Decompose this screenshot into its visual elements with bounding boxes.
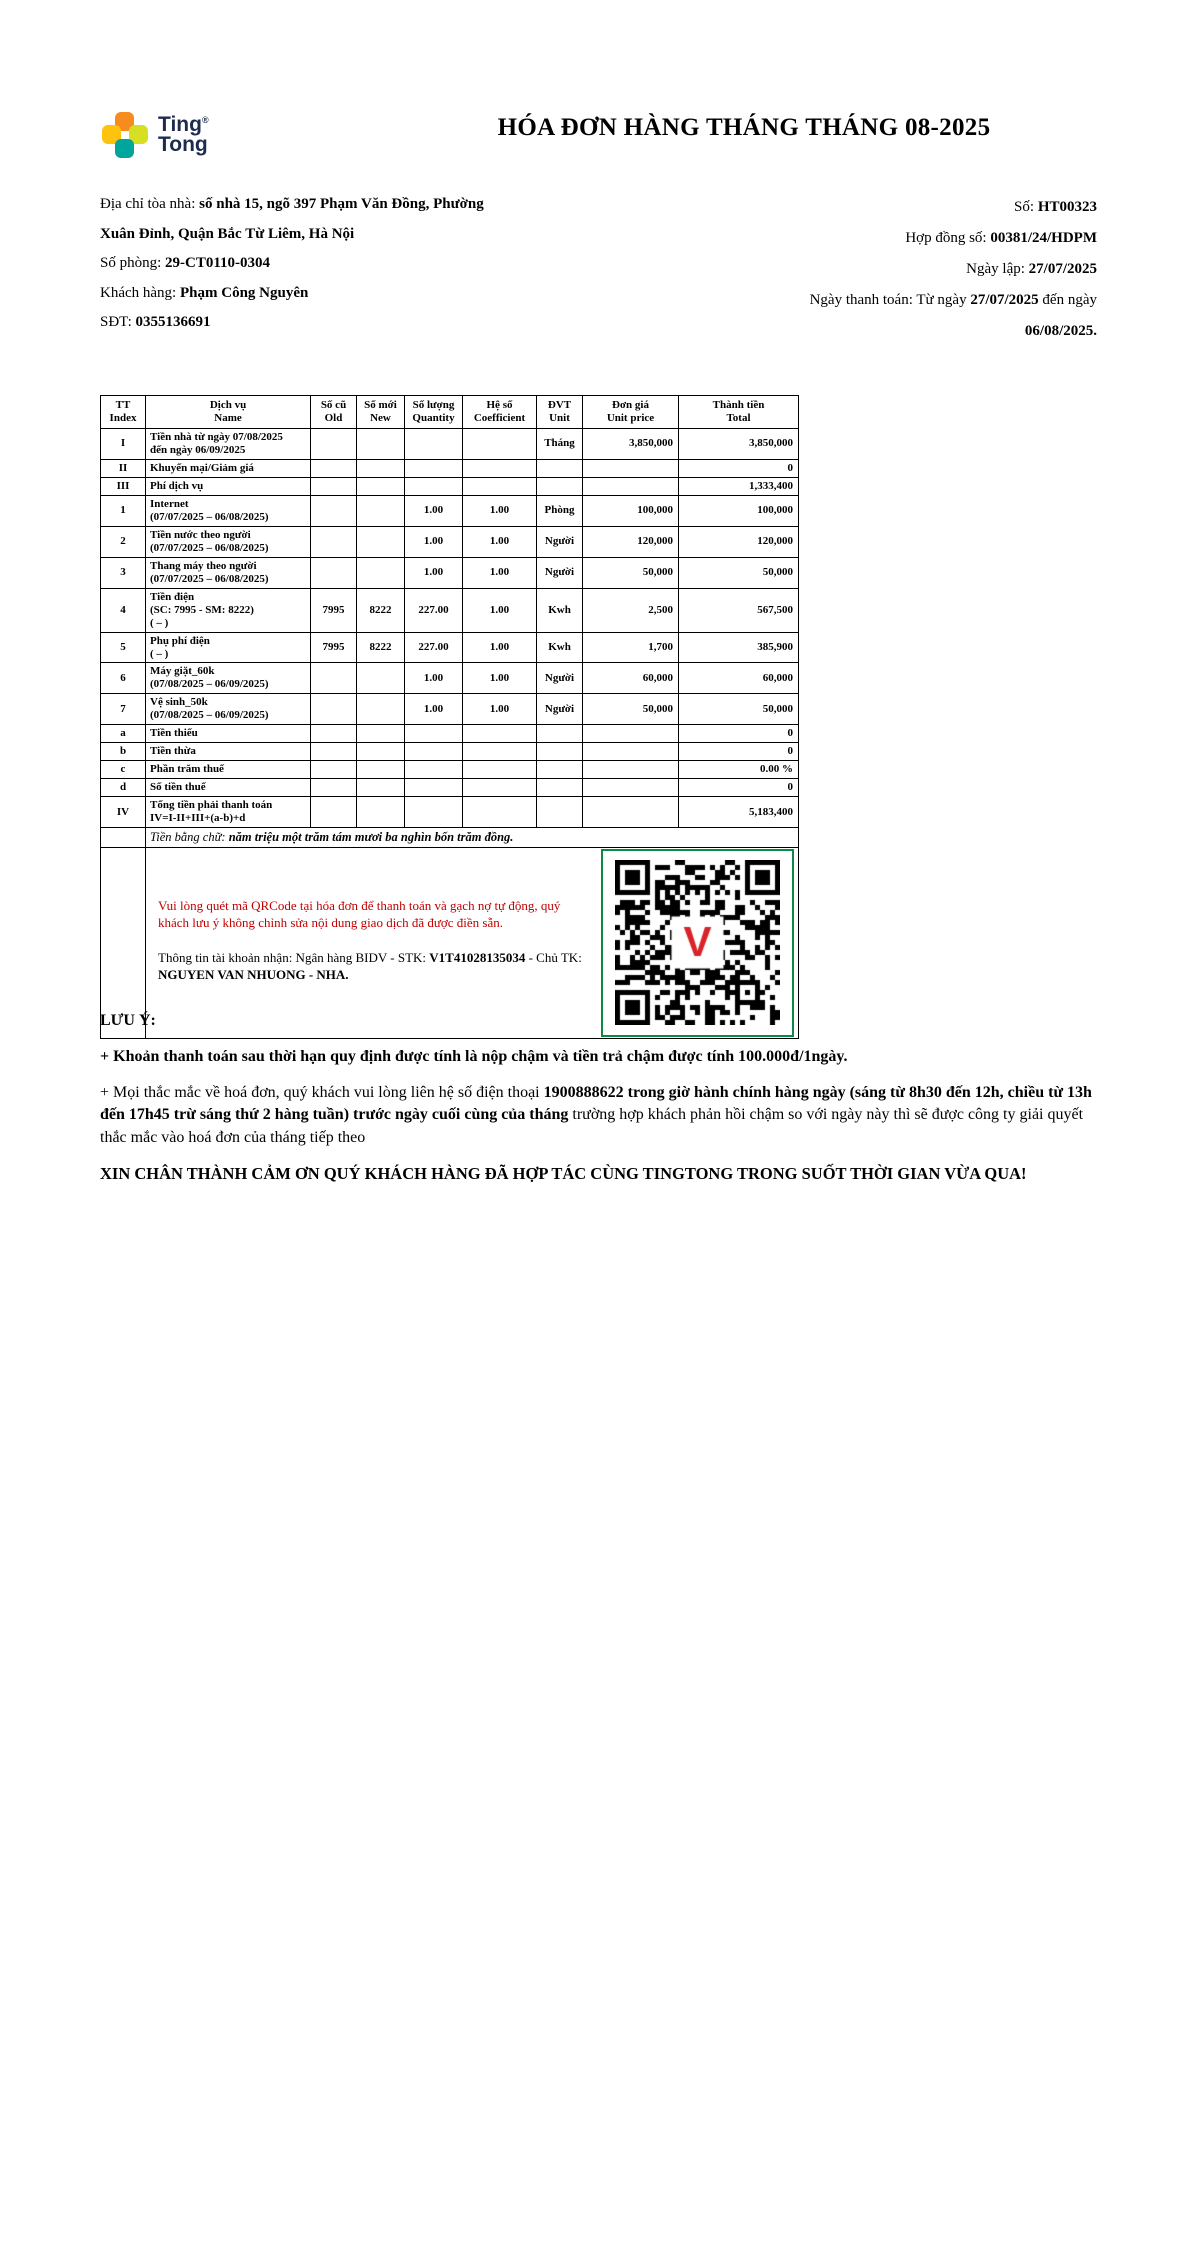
table-cell bbox=[357, 797, 405, 828]
table-cell: 1 bbox=[101, 495, 146, 526]
table-cell: 0.00 % bbox=[679, 761, 799, 779]
table-row bbox=[101, 557, 799, 588]
bank-account-info: Thông tin tài khoản nhận: Ngân hàng BIDV - STK: V1T41028135034 - Chủ TK: NGUYEN VAN NHUONG - NHA. bbox=[158, 949, 582, 982]
table-cell: 120,000 bbox=[583, 526, 679, 557]
column-header: TT Index bbox=[101, 396, 146, 429]
table-cell: 1,333,400 bbox=[679, 477, 799, 495]
payment-row bbox=[101, 847, 799, 1038]
table-cell bbox=[357, 477, 405, 495]
building-address: Địa chỉ tòa nhà: số nhà 15, ngõ 397 Phạm Văn Đồng, Phường Xuân Đỉnh, Quận Bắc Từ Liêm, Hà Nội bbox=[100, 196, 484, 242]
table-row bbox=[101, 477, 799, 495]
table-cell: 1.00 bbox=[405, 557, 463, 588]
invoice-title: HÓA ĐƠN HÀNG THÁNG THÁNG 08-2025 bbox=[497, 114, 991, 141]
table-cell bbox=[463, 428, 537, 459]
table-cell: 0 bbox=[679, 725, 799, 743]
payment-period: Ngày thanh toán: Từ ngày 27/07/2025 đến ngày 06/08/2025. bbox=[809, 292, 1097, 339]
column-header: Số lượng Quantity bbox=[405, 396, 463, 429]
table-cell: 1,700 bbox=[583, 632, 679, 663]
table-cell bbox=[405, 797, 463, 828]
table-cell: Tiền điện (SC: 7995 - SM: 8222) ( – ) bbox=[146, 588, 311, 632]
table-cell: 1.00 bbox=[463, 632, 537, 663]
note-heading: LƯU Ý: bbox=[100, 1012, 156, 1029]
table-cell bbox=[311, 459, 357, 477]
table-cell: 1.00 bbox=[463, 526, 537, 557]
invoice-number: Số: HT00323 bbox=[1014, 199, 1097, 215]
late-payment-note: + Khoản thanh toán sau thời hạn quy định được tính là nộp chậm và tiền trả chậm được tính 100.000đ/1ngày. bbox=[100, 1048, 848, 1065]
table-cell: 5 bbox=[101, 632, 146, 663]
column-header: ĐVT Unit bbox=[537, 396, 583, 429]
table-cell: 3 bbox=[101, 557, 146, 588]
table-cell: I bbox=[101, 428, 146, 459]
table-cell bbox=[311, 743, 357, 761]
table-row bbox=[101, 495, 799, 526]
table-row bbox=[101, 743, 799, 761]
footer-notes bbox=[100, 1012, 1100, 1185]
qr-code bbox=[615, 860, 780, 1025]
logo-petal-teal bbox=[115, 139, 134, 158]
table-cell: a bbox=[101, 725, 146, 743]
table-cell bbox=[357, 743, 405, 761]
table-cell: 4 bbox=[101, 588, 146, 632]
table-cell: 3,850,000 bbox=[583, 428, 679, 459]
thank-you-note: XIN CHÂN THÀNH CẢM ƠN QUÝ KHÁCH HÀNG ĐÃ HỢP TÁC CÙNG TINGTONG TRONG SUỐT THỜI GIAN VỪA QUA! bbox=[100, 1163, 1027, 1183]
table-cell bbox=[357, 725, 405, 743]
table-cell bbox=[405, 459, 463, 477]
table-cell: 385,900 bbox=[679, 632, 799, 663]
column-header: Thành tiền Total bbox=[679, 396, 799, 429]
table-cell: Phí dịch vụ bbox=[146, 477, 311, 495]
table-header bbox=[101, 396, 799, 429]
table-cell: 8222 bbox=[357, 632, 405, 663]
table-cell: 100,000 bbox=[583, 495, 679, 526]
registered-mark: ® bbox=[201, 115, 209, 126]
table-cell bbox=[311, 428, 357, 459]
table-cell: Tiền thừa bbox=[146, 743, 311, 761]
table-cell bbox=[405, 725, 463, 743]
table-cell bbox=[357, 526, 405, 557]
table-row bbox=[101, 428, 799, 459]
table-row bbox=[101, 632, 799, 663]
table-cell: Kwh bbox=[537, 588, 583, 632]
room-number: Số phòng: 29-CT0110-0304 bbox=[100, 255, 271, 271]
payment-cell bbox=[146, 847, 799, 1038]
table-cell bbox=[463, 477, 537, 495]
qr-instruction: Vui lòng quét mã QRCode tại hóa đơn để thanh toán và gạch nợ tự động, quý khách lưu ý không chỉnh sửa nội dung giao dịch đã được điền sẵn. bbox=[158, 897, 561, 930]
table-cell bbox=[311, 761, 357, 779]
table-cell bbox=[357, 761, 405, 779]
table-cell: Người bbox=[537, 557, 583, 588]
table-cell bbox=[357, 428, 405, 459]
invoice-table bbox=[100, 395, 799, 1039]
payment-texts bbox=[146, 848, 591, 1038]
table-cell bbox=[583, 761, 679, 779]
hotline-note: + Mọi thắc mắc về hoá đơn, quý khách vui lòng liên hệ số điện thoại 1900888622 trong giờ hành chính hàng ngày (sáng từ 8h30 đến 12h, chiều từ 13h đến 17h45 trừ sáng thứ 2 hàng tuần) trước ngày cuối cùng của tháng trường hợp khách phản hồi chậm so với ngày này thì sẽ được công ty giải quyết thắc mắc vào hoá đơn của tháng tiếp theo bbox=[100, 1083, 1092, 1147]
table-cell bbox=[463, 797, 537, 828]
table-cell: 1.00 bbox=[463, 557, 537, 588]
table-cell bbox=[537, 779, 583, 797]
table-cell bbox=[357, 779, 405, 797]
table-cell: Phòng bbox=[537, 495, 583, 526]
amount-in-words-label: Tiền bằng chữ: bbox=[150, 830, 229, 845]
table-cell bbox=[583, 779, 679, 797]
table-cell bbox=[583, 725, 679, 743]
table-cell bbox=[405, 779, 463, 797]
table-cell bbox=[583, 459, 679, 477]
table-row bbox=[101, 725, 799, 743]
table-cell bbox=[311, 797, 357, 828]
table-cell: 3,850,000 bbox=[679, 428, 799, 459]
table-cell: Tiền nhà từ ngày 07/08/2025 đến ngày 06/09/2025 bbox=[146, 428, 311, 459]
table-cell bbox=[463, 779, 537, 797]
table-cell: 1.00 bbox=[463, 694, 537, 725]
table-cell bbox=[357, 459, 405, 477]
table-cell: 6 bbox=[101, 663, 146, 694]
table-cell: 50,000 bbox=[679, 694, 799, 725]
table-cell: b bbox=[101, 743, 146, 761]
table-row bbox=[101, 663, 799, 694]
brand-name-line1: Ting bbox=[158, 113, 202, 137]
table-cell: Tiền nước theo người (07/07/2025 – 06/08/2025) bbox=[146, 526, 311, 557]
table-cell: d bbox=[101, 779, 146, 797]
table-cell bbox=[311, 477, 357, 495]
table-cell bbox=[311, 526, 357, 557]
table-cell: c bbox=[101, 761, 146, 779]
table-cell bbox=[405, 743, 463, 761]
table-cell: Tháng bbox=[537, 428, 583, 459]
table-cell: Vệ sinh_50k (07/08/2025 – 06/09/2025) bbox=[146, 694, 311, 725]
table-cell bbox=[357, 694, 405, 725]
column-header: Số cũ Old bbox=[311, 396, 357, 429]
tingtong-logo-icon bbox=[102, 112, 148, 158]
customer-name: Khách hàng: Phạm Công Nguyên bbox=[100, 284, 309, 301]
table-body bbox=[101, 428, 799, 827]
payment-area bbox=[146, 848, 798, 1038]
table-cell: 1.00 bbox=[463, 495, 537, 526]
table-cell bbox=[463, 743, 537, 761]
table-row bbox=[101, 588, 799, 632]
table-cell: 1.00 bbox=[463, 663, 537, 694]
column-header: Số mới New bbox=[357, 396, 405, 429]
table-cell: 120,000 bbox=[679, 526, 799, 557]
table-cell: Kwh bbox=[537, 632, 583, 663]
header-row bbox=[101, 396, 799, 429]
table-cell: 2 bbox=[101, 526, 146, 557]
table-cell: 50,000 bbox=[679, 557, 799, 588]
table-cell: 50,000 bbox=[583, 694, 679, 725]
table-cell bbox=[537, 477, 583, 495]
tingtong-logo bbox=[102, 112, 209, 158]
table-cell bbox=[537, 761, 583, 779]
table-cell bbox=[311, 663, 357, 694]
table-cell bbox=[583, 477, 679, 495]
table-cell bbox=[357, 557, 405, 588]
table-cell: Người bbox=[537, 526, 583, 557]
table-cell bbox=[583, 797, 679, 828]
table-cell bbox=[311, 557, 357, 588]
table-cell: 7995 bbox=[311, 588, 357, 632]
table-cell bbox=[537, 743, 583, 761]
table-cell: Số tiền thuế bbox=[146, 779, 311, 797]
table-row bbox=[101, 694, 799, 725]
table-cell: 227.00 bbox=[405, 588, 463, 632]
table-cell bbox=[537, 725, 583, 743]
table-row bbox=[101, 526, 799, 557]
table-cell: 1.00 bbox=[405, 495, 463, 526]
qr-frame bbox=[601, 849, 794, 1037]
table-cell: III bbox=[101, 477, 146, 495]
table-cell: 7995 bbox=[311, 632, 357, 663]
column-header: Đơn giá Unit price bbox=[583, 396, 679, 429]
table-cell: Khuyến mại/Giảm giá bbox=[146, 459, 311, 477]
brand-name bbox=[158, 115, 209, 155]
table-cell: 0 bbox=[679, 459, 799, 477]
table-cell: 1.00 bbox=[405, 694, 463, 725]
table-row bbox=[101, 761, 799, 779]
table-cell: II bbox=[101, 459, 146, 477]
table-cell: 100,000 bbox=[679, 495, 799, 526]
table-cell: 7 bbox=[101, 694, 146, 725]
invoice-table-wrap bbox=[100, 395, 799, 1039]
table-cell bbox=[311, 495, 357, 526]
table-cell: 50,000 bbox=[583, 557, 679, 588]
property-info bbox=[100, 190, 498, 338]
table-row bbox=[101, 779, 799, 797]
table-cell bbox=[405, 428, 463, 459]
table-cell: Người bbox=[537, 694, 583, 725]
table-cell: Phụ phí điện ( – ) bbox=[146, 632, 311, 663]
table-cell bbox=[311, 779, 357, 797]
table-cell: 0 bbox=[679, 779, 799, 797]
table-cell: 5,183,400 bbox=[679, 797, 799, 828]
table-summary bbox=[101, 828, 799, 1039]
table-cell: Thang máy theo người (07/07/2025 – 06/08/2025) bbox=[146, 557, 311, 588]
table-cell bbox=[537, 797, 583, 828]
table-cell: Tổng tiền phải thanh toán IV=I-II+III+(a-b)+d bbox=[146, 797, 311, 828]
table-cell: Phần trăm thuế bbox=[146, 761, 311, 779]
table-cell bbox=[357, 663, 405, 694]
table-row bbox=[101, 459, 799, 477]
table-cell: 567,500 bbox=[679, 588, 799, 632]
phone-number: SĐT: 0355136691 bbox=[100, 314, 211, 330]
amount-in-words-value: năm triệu một trăm tám mươi ba nghìn bốn trăm đồng. bbox=[228, 830, 514, 845]
table-cell: Internet (07/07/2025 – 06/08/2025) bbox=[146, 495, 311, 526]
table-cell: 8222 bbox=[357, 588, 405, 632]
table-cell: Người bbox=[537, 663, 583, 694]
table-cell bbox=[101, 847, 146, 1038]
table-cell: 60,000 bbox=[679, 663, 799, 694]
table-cell bbox=[463, 725, 537, 743]
invoice-meta bbox=[752, 192, 1097, 347]
issue-date: Ngày lập: 27/07/2025 bbox=[966, 261, 1097, 277]
table-cell: 1.00 bbox=[463, 588, 537, 632]
table-cell bbox=[583, 743, 679, 761]
contract-number: Hợp đồng số: 00381/24/HDPM bbox=[905, 230, 1097, 246]
table-cell: IV bbox=[101, 797, 146, 828]
table-cell bbox=[101, 828, 146, 848]
amount-in-words bbox=[146, 828, 799, 848]
column-header: Hệ số Coefficient bbox=[463, 396, 537, 429]
table-cell bbox=[463, 761, 537, 779]
amount-in-words-row bbox=[101, 828, 799, 848]
table-cell bbox=[463, 459, 537, 477]
table-cell bbox=[537, 459, 583, 477]
table-cell bbox=[405, 477, 463, 495]
table-cell bbox=[311, 725, 357, 743]
table-cell: 2,500 bbox=[583, 588, 679, 632]
table-cell: 60,000 bbox=[583, 663, 679, 694]
table-cell: 227.00 bbox=[405, 632, 463, 663]
column-header: Dịch vụ Name bbox=[146, 396, 311, 429]
table-cell: 1.00 bbox=[405, 526, 463, 557]
table-row bbox=[101, 797, 799, 828]
table-cell: Tiền thiếu bbox=[146, 725, 311, 743]
table-cell bbox=[357, 495, 405, 526]
table-cell: Máy giặt_60k (07/08/2025 – 06/09/2025) bbox=[146, 663, 311, 694]
brand-name-line2: Tong bbox=[158, 133, 208, 156]
table-cell bbox=[311, 694, 357, 725]
table-cell: 1.00 bbox=[405, 663, 463, 694]
table-cell: 0 bbox=[679, 743, 799, 761]
table-cell bbox=[405, 761, 463, 779]
